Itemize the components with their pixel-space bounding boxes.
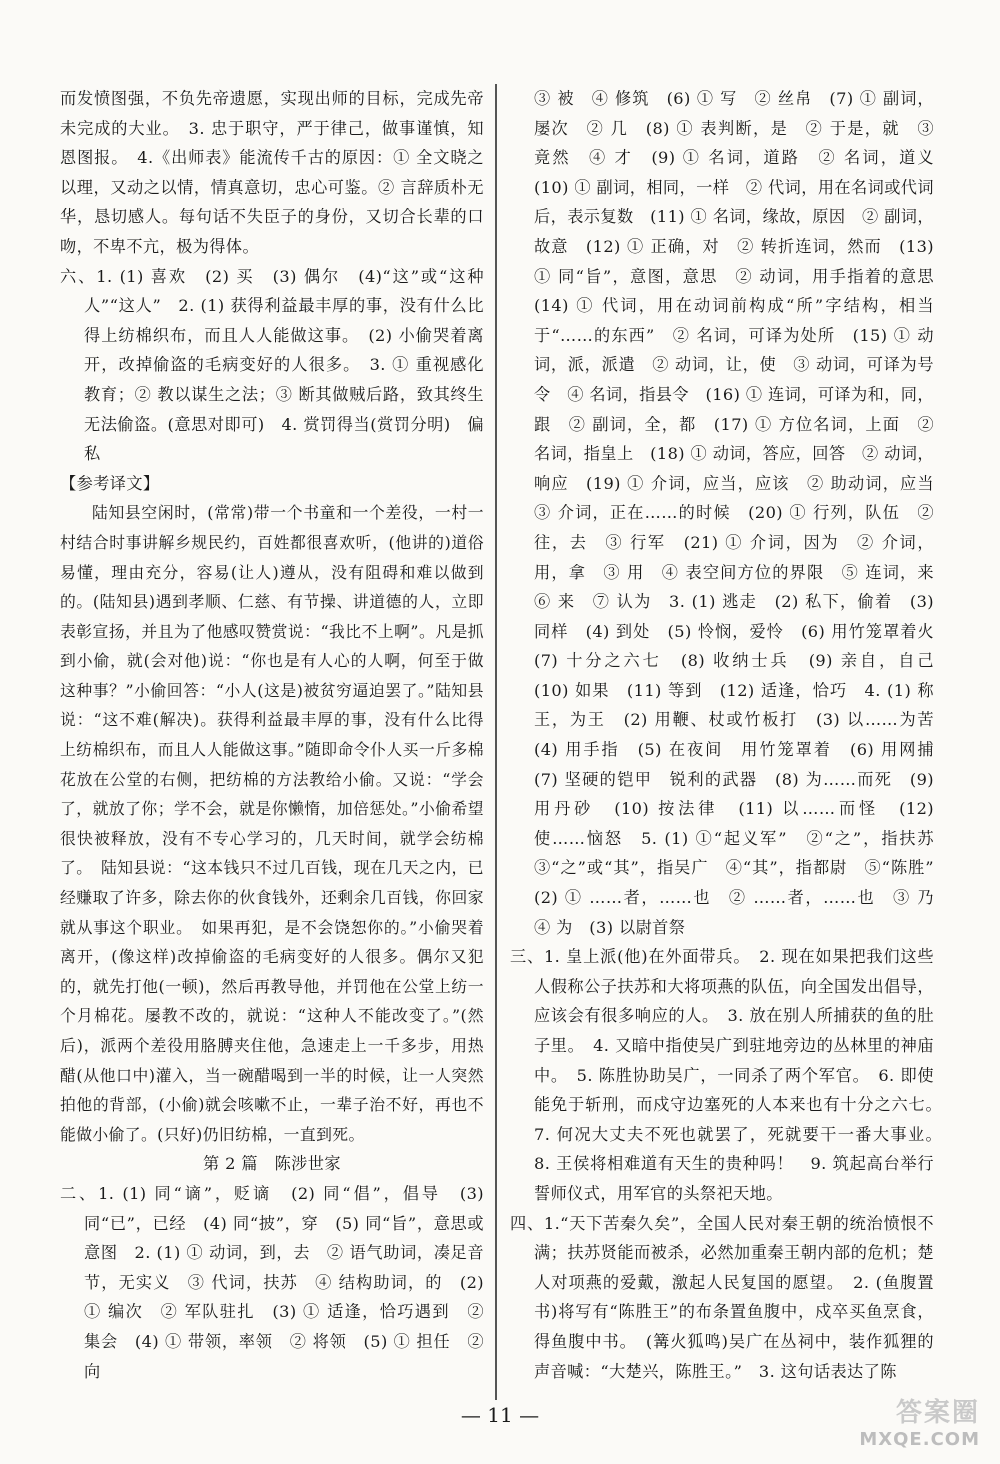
watermark-logo — [830, 1392, 980, 1450]
chapter-subtitle: 第 2 篇 陈涉世家 — [203, 1154, 341, 1174]
column-divider — [495, 84, 497, 1400]
intro-paragraph: 而发愤图强，不负先帝遗愿，实现出师的目标，完成先帝未完成的大业。 3. 忠于职守，严于律己，做事谨慎，知恩图报。 4.《出师表》能流传千古的原因：① 全文晓之以理，又动之以情，情真意切，忠心可鉴。② 言辞质朴无华，恳切感人。每句话不失臣子的身份，又切合长辈的口吻，不卑不亢，极为得体。 — [60, 89, 484, 256]
page-number: — 11 — — [460, 1403, 540, 1427]
section-four: 四、1.“天下苦秦久矣”，全国人民对秦王朝的统治愤恨不满；扶苏贤能而被杀，必然加重秦王朝内部的危机；楚人对项燕的爱戴，激起人民复国的愿望。 2. (鱼腹置书)将写有“陈胜王”的布条置鱼腹中，戍卒买鱼烹食，得鱼腹中书。 (篝火狐鸣)吴广在丛祠中，装作狐狸的声音喊：“大楚兴，陈胜王。” 3. 这句话表达了陈 — [510, 1213, 934, 1381]
reference-translation-title: 【参考译文】 — [60, 473, 160, 493]
right-column — [510, 84, 951, 1386]
section-two-continued: ③ 被 ④ 修筑 (6) ① 写 ② 丝帛 (7) ① 副词，屡次 ② 几 (8) ① 表判断，是 ② 于是，就 ③ 竟然 ④ 才 (9) ① 名词，道路 ② 名词，道义 (10) ① 副词，相同，一样 ② 代词，用在名词或代词后，表示复数 (11) ① 名词，缘故，原因 ② 副词，故意 (12) ① 正确，对 ② 转折连词，然而 (13) ① 同“旨”，意图，意思 ② 动词，用手指着的意思 (14) ① 代词，用在动词前构成“所”字结构，相当于“……的东西” ② 名词，可译为处所 (15) ① 动词，派，派遣 ② 动词，让，使 ③ 动词，可译为号令 ④ 名词，指县令 (16) ① 连词，可译为和，同，跟 ② 副词，全，都 (17) ① 方位名词，上面 ② 名词，指皇上 (18) ① 动词，答应，回答 ② 动词，响应 (19) ① 介词，应当，应该 ② 助动词，应当 ③ 介词，正在……的时候 (20) ① 行列，队伍 ② 往，去 ③ 行军 (21) ① 介词，因为 ② 介词，用，拿 ③ 用 ④ 表空间方位的界限 ⑤ 连词，来 ⑥ 来 ⑦ 认为 3. (1) 逃走 (2) 私下，偷着 (3) 同样 (4) 到处 (5) 怜悯，爱怜 (6) 用竹笼罩着火 (7) 十分之六七 (8) 收纳士兵 (9) 亲自，自己 (10) 如果 (11) 等到 (12) 适逢，恰巧 4. (1) 称王，为王 (2) 用鞭、杖或竹板打 (3) 以……为苦 (4) 用手指 (5) 在夜间 用竹笼罩着 (6) 用网捕 (7) 坚硬的铠甲 锐利的武器 (8) 为……而死 (9) 用丹砂 (10) 按法律 (11) 以……而怪 (12) 使……恼怒 5. (1) ①“起义军” ②“之”，指扶苏 ③“之”或“其”，指吴广 ④“其”，指都尉 ⑤“陈胜” (2) ① ……者，……也 ② ……者，……也 ③ 乃 ④ 为 (3) 以尉首祭 — [534, 89, 951, 937]
watermark-url-text: MXQE.COM — [859, 1429, 980, 1450]
watermark-main-text: 答案圈 — [895, 1398, 980, 1428]
left-column — [60, 84, 484, 1386]
reference-translation-text: 陆知县空闲时，(常常)带一个书童和一个差役，一村一村结合时事讲解乡规民约，百姓都很喜欢听，(他讲的)道俗易懂，理由充分，容易(让人)遵从，没有阻碍和难以做到的。(陆知县)遇到孝顺、仁慈、有节操、讲道德的人，立即表彰宣扬，并且为了他感叹赞赏说：“我比不上啊”。凡是抓到小偷，就(会对他)说：“你也是有人心的人啊，何至于做这种事？”小偷回答：“小人(这是)被贫穷逼迫罢了。”陆知县说：“这不难(解决)。获得利益最丰厚的事，没有什么比得上纺棉织布，而且人人能做这事。”随即命令仆人买一斤多棉花放在公堂的右侧，把纺棉的方法教给小偷。又说：“学会了，就放了你；学不会，就是你懒惰，加倍惩处。”小偷希望很快被释放，没有不专心学习的，几天时间，就学会纺棉了。 陆知县说：“这本钱只不过几百钱，现在几天之内，已经赚取了许多，除去你的伙食钱外，还剩余几百钱，你回家就从事这个职业。 如果再犯，是不会饶恕你的。”小偷哭着离开，(像这样)改掉偷盗的毛病变好的人很多。偶尔又犯的，就先打他(一顿)，然后再教导他，并罚他在公堂上纺一个月棉花。屡教不改的，就说：“这种人不能改变了。”(然后)，派两个差役用胳膊夹住他，急速走上一千多步，用热醋(从他口中)灌入，当一碗醋喝到一半的时候，让一人突然拍他的背部，(小偷)就会咳嗽不止，一辈子治不好，再也不能做小偷了。(只好)仍旧纺棉，一直到死。 — [60, 503, 484, 1144]
section-three: 三、1. 皇上派(他)在外面带兵。 2. 现在如果把我们这些人假称公子扶苏和大将项燕的队伍，向全国发出倡导，应该会有很多响应的人。 3. 放在别人所捕获的鱼的肚子里。 4. 又暗中指使吴广到驻地旁边的丛林里的神庙中。 5. 陈胜协助吴广，一同杀了两个军官。 6. 即使能免于斩刑，而戍守边塞死的人本来也有十分之六七。 7. 何况大丈夫不死也就罢了，死就要干一番大事业。 8. 王侯将相难道有天生的贵种吗！ 9. 筑起高台举行誓师仪式，用军官的头祭祀天地。 — [510, 947, 951, 1203]
section-two: 二、1. (1) 同“谪”，贬谪 (2) 同“倡”，倡导 (3) 同“已”，已经 (4) 同“披”，穿 (5) 同“旨”，意思或意图 2. (1) ① 动词，到，去 ② 语气助词，凑足音节，无实义 ③ 代词，扶苏 ④ 结构助词，的 (2) ① 编次 ② 军队驻扎 (3) ① 适逢，恰巧遇到 ② 集会 (4) ① 带领，率领 ② 将领 (5) ① 担任 ② 向 — [60, 1183, 484, 1381]
section-six: 六、1. (1) 喜欢 (2) 买 (3) 偶尔 (4)“这”或“这种人”“这人” 2. (1) 获得利益最丰厚的事，没有什么比得上纺棉织布，而且人人能做这事。 (2) 小偷哭着离开，改掉偷盗的毛病变好的人很多。 3. ① 重视感化教育；② 教以谋生之法；③ 断其做贼后路，致其终生无法偷盗。(意思对即可) 4. 赏罚得当(赏罚分明) 偏私 — [60, 266, 484, 464]
